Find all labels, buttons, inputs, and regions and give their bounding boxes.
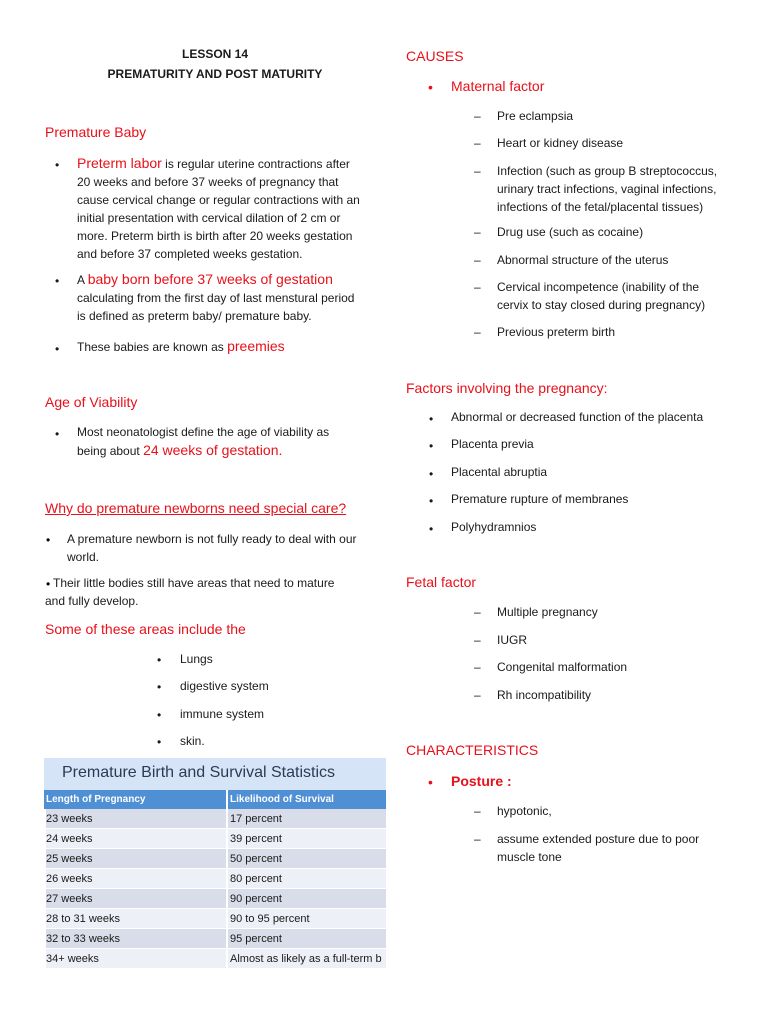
posture-item xyxy=(497,830,747,866)
cell-length: 27 weeks xyxy=(46,889,226,908)
table-row xyxy=(44,929,386,949)
text-line: A xyxy=(77,273,88,287)
baby-born-before-term: baby born before 37 weeks of gestation xyxy=(87,271,333,287)
table-row xyxy=(44,809,386,829)
dash-glyph: – xyxy=(474,164,481,178)
cell-length: 24 weeks xyxy=(46,829,226,848)
area-item: immune system xyxy=(180,707,265,721)
bullet-glyph: • xyxy=(428,79,433,95)
maternal-item xyxy=(497,278,747,314)
bullet-glyph: • xyxy=(428,774,433,790)
table-row xyxy=(44,869,386,889)
text-line: initial presentation with cervical dilation of 2 cm or xyxy=(77,211,341,225)
text-line: Their little bodies still have areas that need to mature xyxy=(53,576,335,590)
bullet-glyph: • xyxy=(55,427,60,441)
posture-heading: Posture : xyxy=(451,773,512,789)
cell-survival: 90 percent xyxy=(228,889,386,908)
cell-survival: Almost as likely as a full-term b xyxy=(228,949,386,968)
characteristics-heading: CHARACTERISTICS xyxy=(406,742,539,758)
text-line: 20 weeks and before 37 weeks of pregnancy that xyxy=(77,175,339,189)
maternal-item: Abnormal structure of the uterus xyxy=(497,253,669,267)
bullet-glyph: • xyxy=(55,342,60,356)
dash-glyph: – xyxy=(474,688,481,702)
bullet-glyph: • xyxy=(46,533,51,547)
cell-survival: 39 percent xyxy=(228,829,386,848)
preemies-line xyxy=(77,337,377,356)
maternal-item: Heart or kidney disease xyxy=(497,136,624,150)
fetal-item: Congenital malformation xyxy=(497,660,628,674)
text-line: is defined as preterm baby/ premature baby. xyxy=(77,309,312,323)
cell-survival: 95 percent xyxy=(228,929,386,948)
maternal-factor-heading: Maternal factor xyxy=(451,78,545,94)
text-line: is regular uterine contractions after xyxy=(161,157,350,171)
survival-statistics-table xyxy=(44,758,386,969)
fetal-item: Multiple pregnancy xyxy=(497,605,598,619)
table-title: Premature Birth and Survival Statistics xyxy=(62,764,335,781)
dash-glyph: – xyxy=(474,605,481,619)
premature-baby-definition xyxy=(77,270,377,325)
dash-glyph: – xyxy=(474,325,481,339)
cell-survival: 80 percent xyxy=(228,869,386,888)
age-of-viability-heading: Age of Viability xyxy=(45,394,138,410)
lesson-title: PREMATURITY AND POST MATURITY xyxy=(107,67,323,81)
text-line: being about xyxy=(77,444,144,458)
pregnancy-item: Placenta previa xyxy=(451,437,534,451)
dash-glyph: – xyxy=(474,253,481,267)
table-title-bar xyxy=(44,758,386,790)
pregnancy-item: Polyhydramnios xyxy=(451,520,537,534)
causes-heading: CAUSES xyxy=(406,48,464,64)
bullet-glyph: • xyxy=(157,680,162,694)
text-line: assume extended posture due to poor xyxy=(497,832,700,846)
premature-baby-heading: Premature Baby xyxy=(45,124,147,140)
text-line: These babies are known as xyxy=(77,340,228,354)
bullet-glyph: • xyxy=(429,522,434,536)
bullet-glyph: • xyxy=(55,274,60,288)
bullet-glyph: • xyxy=(46,577,51,591)
cell-length: 28 to 31 weeks xyxy=(46,909,226,928)
table-row xyxy=(44,909,386,929)
text-line: cervix to stay closed during pregnancy) xyxy=(497,298,706,312)
bullet-glyph: • xyxy=(429,494,434,508)
text-line: muscle tone xyxy=(497,850,562,864)
bullet-glyph: • xyxy=(429,439,434,453)
area-item: digestive system xyxy=(180,679,269,693)
areas-heading: Some of these areas include the xyxy=(45,621,246,637)
special-care-heading: Why do premature newborns need special care? xyxy=(45,500,347,516)
bullet-glyph: • xyxy=(157,735,162,749)
bullet-glyph: • xyxy=(157,708,162,722)
bullet-glyph: • xyxy=(157,653,162,667)
pregnancy-item: Premature rupture of membranes xyxy=(451,492,629,506)
text-line: A premature newborn is not fully ready to deal with our xyxy=(67,532,357,546)
maternal-item: Pre eclampsia xyxy=(497,109,574,123)
preterm-labor-term: Preterm labor xyxy=(77,155,162,171)
cell-length: 25 weeks xyxy=(46,849,226,868)
table-row xyxy=(44,849,386,869)
maternal-item: Drug use (such as cocaine) xyxy=(497,225,644,239)
special-care-point-2 xyxy=(53,574,373,592)
dash-glyph: – xyxy=(474,804,481,818)
text-line: calculating from the first day of last menstural period xyxy=(77,291,355,305)
viability-paragraph xyxy=(77,423,377,460)
text-line: more. Preterm birth is birth after 20 weeks gestation xyxy=(77,229,353,243)
area-item: skin. xyxy=(180,734,205,748)
bullet-glyph: • xyxy=(429,412,434,426)
posture-item: hypotonic, xyxy=(497,804,552,818)
text-line: Most neonatologist define the age of viability as xyxy=(77,425,330,439)
bullet-glyph: • xyxy=(55,158,60,172)
cell-length: 34+ weeks xyxy=(46,949,226,968)
dash-glyph: – xyxy=(474,832,481,846)
bullet-glyph: • xyxy=(429,467,434,481)
text-line: and before 37 completed weeks gestation. xyxy=(77,247,303,261)
cell-survival: 17 percent xyxy=(228,809,386,828)
maternal-item: Previous preterm birth xyxy=(497,325,616,339)
lesson-number: LESSON 14 xyxy=(181,47,249,61)
area-item: Lungs xyxy=(180,652,213,666)
dash-glyph: – xyxy=(474,280,481,294)
cell-survival: 90 to 95 percent xyxy=(228,909,386,928)
column-header-length: Length of Pregnancy xyxy=(44,790,226,809)
column-header-survival: Likelihood of Survival xyxy=(228,790,386,809)
fetal-factor-heading: Fetal factor xyxy=(406,574,477,590)
preterm-labor-paragraph xyxy=(77,154,377,263)
pregnancy-item: Abnormal or decreased function of the placenta xyxy=(451,410,704,424)
text-line: Infection (such as group B streptococcus, xyxy=(497,164,718,178)
fetal-item: IUGR xyxy=(497,633,527,647)
preemies-term: preemies xyxy=(227,338,285,354)
dash-glyph: – xyxy=(474,633,481,647)
cell-length: 23 weeks xyxy=(46,809,226,828)
fetal-item: Rh incompatibility xyxy=(497,688,592,702)
pregnancy-factors-heading: Factors involving the pregnancy: xyxy=(406,380,608,396)
text-line: urinary tract infections, vaginal infections, xyxy=(497,182,717,196)
dash-glyph: – xyxy=(474,225,481,239)
text-line: world. xyxy=(67,550,100,564)
cell-length: 26 weeks xyxy=(46,869,226,888)
cell-survival: 50 percent xyxy=(228,849,386,868)
text-line: and fully develop. xyxy=(45,594,139,608)
dash-glyph: – xyxy=(474,136,481,150)
table-row xyxy=(44,829,386,849)
dash-glyph: – xyxy=(474,109,481,123)
table-row xyxy=(44,949,386,969)
special-care-point-1 xyxy=(67,530,377,566)
text-line: infections of the fetal/placental tissues) xyxy=(497,200,704,214)
pregnancy-item: Placental abruptia xyxy=(451,465,548,479)
viability-weeks-term: 24 weeks of gestation. xyxy=(143,442,283,458)
table-row xyxy=(44,889,386,909)
text-line: cause cervical change or regular contractions with an xyxy=(77,193,360,207)
dash-glyph: – xyxy=(474,660,481,674)
text-line: Cervical incompetence (inability of the xyxy=(497,280,700,294)
cell-length: 32 to 33 weeks xyxy=(46,929,226,948)
maternal-item xyxy=(497,162,747,216)
